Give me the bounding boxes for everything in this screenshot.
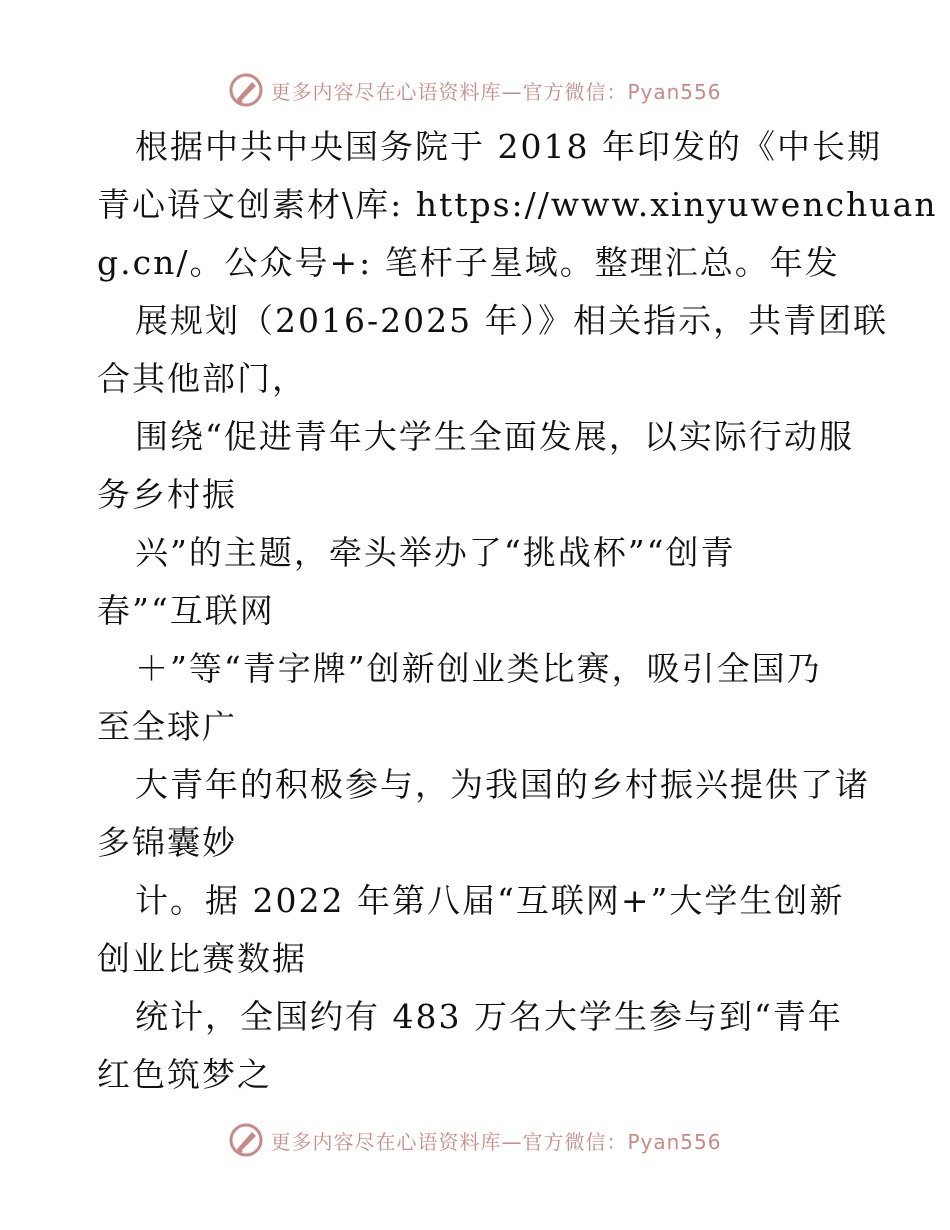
- watermark-text: 更多内容尽在心语资料库—官方微信：Pyan556: [270, 79, 722, 104]
- text-line: 大青年的积极参与，为我国的乡村振兴提供了诸: [135, 765, 870, 804]
- pen-logo-icon: [228, 72, 264, 108]
- text-line: 红色筑梦之: [97, 1055, 272, 1094]
- header-watermark: [0, 70, 950, 110]
- pen-logo-icon: [228, 1122, 264, 1158]
- text-line: 多锦囊妙: [97, 823, 237, 862]
- text-line: ＋”等“青字牌”创新创业类比赛，吸引全国乃: [135, 649, 822, 688]
- text-line: 春”“互联网: [97, 591, 275, 630]
- text-line: g.cn/。公众号+: 笔杆子星域。整理汇总。年发: [97, 243, 840, 282]
- document-body: [97, 118, 938, 1104]
- text-line: 围绕“促进青年大学生全面发展，以实际行动服: [135, 417, 854, 456]
- text-line: 统计，全国约有 483 万名大学生参与到“青年: [135, 997, 843, 1036]
- text-line: 根据中共中央国务院于 2018 年印发的《中长期: [135, 127, 882, 166]
- text-line: 青心语文创素材\库: https://www.xinyuwenchuan: [97, 185, 938, 224]
- text-line: 兴”的主题，牵头举办了“挑战杯”“创青: [135, 533, 736, 572]
- text-line: 计。据 2022 年第八届“互联网+”大学生创新: [135, 881, 845, 920]
- text-line: 合其他部门，: [97, 359, 307, 398]
- text-line: 务乡村振: [97, 475, 237, 514]
- watermark-text: 更多内容尽在心语资料库—官方微信：Pyan556: [270, 1129, 722, 1154]
- text-line: 展规划（2016-2025 年）》相关指示，共青团联: [135, 301, 889, 340]
- text-line: 至全球广: [97, 707, 237, 746]
- footer-watermark: [0, 1120, 950, 1160]
- text-line: 创业比赛数据: [97, 939, 307, 978]
